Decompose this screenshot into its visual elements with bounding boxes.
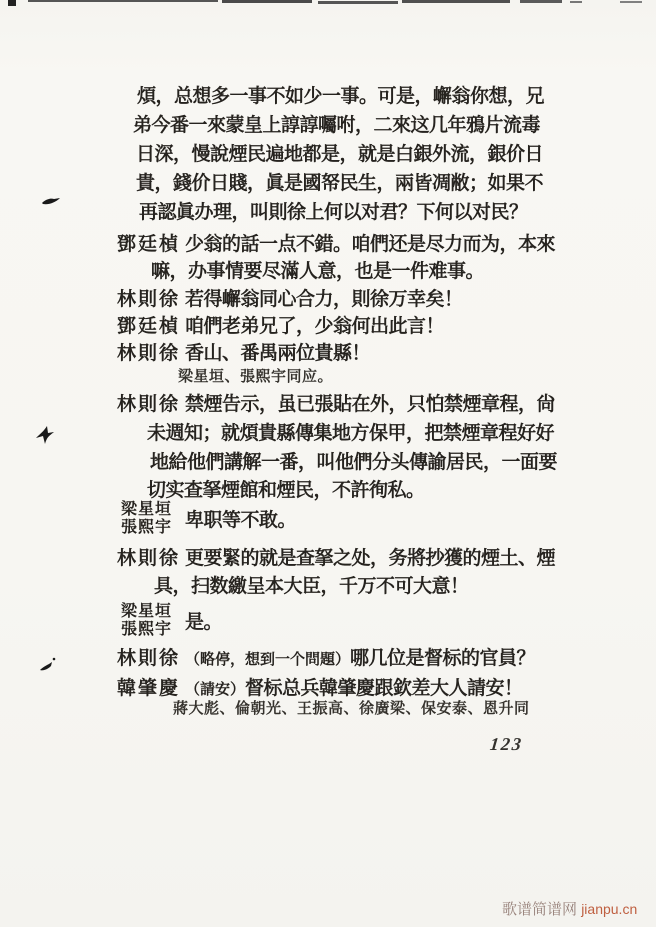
dialogue-line: 煩，总想多一事不如少一事。可是，嶰翁你想，兄 [137, 86, 545, 107]
dialogue-line: 再認眞办理，叫則徐上何以对君？下何以对民？ [139, 202, 528, 223]
scan-edge-segment [222, 0, 312, 3]
dialogue-line [185, 648, 535, 671]
speaker-name: 林則徐 [117, 343, 181, 364]
stage-direction: 蔣大彪、倫朝光、王振高、徐廣梁、保安泰、恩升同 [173, 701, 530, 717]
scan-edge-segment [520, 0, 562, 3]
watermark-site-url: jianpu.cn [581, 901, 638, 917]
watermark-site-name: 歌谱简谱网 [502, 901, 578, 918]
dialogue-line: 嘛，办事情要尽滿人意，也是一件难事。 [151, 261, 485, 282]
speaker-name: 韓肇慶 [117, 678, 181, 699]
dialogue-text: 督标总兵韓肇慶跟欽差大人請安！ [245, 678, 523, 699]
dialogue-text: 哪几位是督标的官員？ [350, 648, 536, 669]
ink-blot-icon [42, 196, 60, 206]
speaker-name: 鄧廷楨 [117, 316, 181, 337]
dialogue-line: 弟今番一來蒙皇上諄諄囑咐，二來这几年鴉片流毒 [133, 115, 541, 136]
speaker-name: 林則徐 [117, 648, 181, 669]
dialogue-line: 若得嶰翁同心合力，則徐万幸矣！ [185, 289, 463, 310]
scan-edge-segment [318, 1, 398, 4]
dialogue-line: 地給他們講解一番，叫他們分头傳諭居民，一面要 [150, 452, 558, 473]
speaker-name: 鄧廷楨 [117, 234, 181, 255]
stage-parenthetical: （請安） [185, 682, 246, 698]
dialogue-line [185, 678, 523, 701]
site-watermark [502, 898, 637, 919]
speaker-name: 林則徐 [117, 548, 181, 569]
stage-parenthetical: （略停，想到一个問題） [185, 652, 351, 668]
speaker-name-top: 梁星垣 [121, 603, 173, 620]
dialogue-line: 禁煙告示，虽已張貼在外，只怕禁煙章程，尙 [185, 394, 556, 415]
speaker-name-top: 梁星垣 [121, 501, 173, 518]
dialogue-line: 具，扫数繳呈本大臣，千万不可大意！ [154, 576, 469, 597]
dialogue-line: 咱們老弟兄了，少翁何出此言！ [185, 316, 445, 337]
scan-edge-blob [8, 0, 16, 6]
speaker-name-bottom: 張熙宇 [121, 519, 173, 536]
dialogue-line: 未週知；就煩貴縣傳集地方保甲，把禁煙章程好好 [147, 423, 555, 444]
dialogue-line: 少翁的話一点不錯。咱們还是尽力而为，本來 [185, 234, 556, 255]
scan-edge-segment [570, 1, 582, 3]
ink-blot-icon [38, 656, 58, 673]
ink-blot-icon [36, 426, 54, 445]
stage-direction: 梁星垣、張熙宇同应。 [178, 369, 334, 385]
scan-edge-segment [620, 1, 642, 3]
dialogue-line: 貴，錢价日賤，眞是國帑民生，兩皆凋敝；如果不 [136, 173, 544, 194]
dialogue-line: 切实查拏煙館和煙民，不許徇私。 [147, 480, 425, 501]
page-number: 123 [489, 734, 525, 754]
dialogue-line: 日深，慢說煙民遍地都是，就是白銀外流，銀价日 [136, 144, 544, 165]
dialogue-line: 香山、番禺兩位貴縣！ [185, 343, 371, 364]
dialogue-line: 卑职等不敢。 [185, 510, 297, 531]
scan-edge-segment [28, 0, 218, 2]
dialogue-line: 是。 [185, 612, 223, 633]
speaker-name: 林則徐 [117, 394, 181, 415]
speaker-name: 林則徐 [117, 289, 181, 310]
speaker-name-bottom: 張熙宇 [121, 621, 173, 638]
dialogue-line: 更要緊的就是查拏之处，务將抄獲的煙土、煙 [185, 548, 556, 569]
scan-edge-segment [402, 0, 510, 3]
